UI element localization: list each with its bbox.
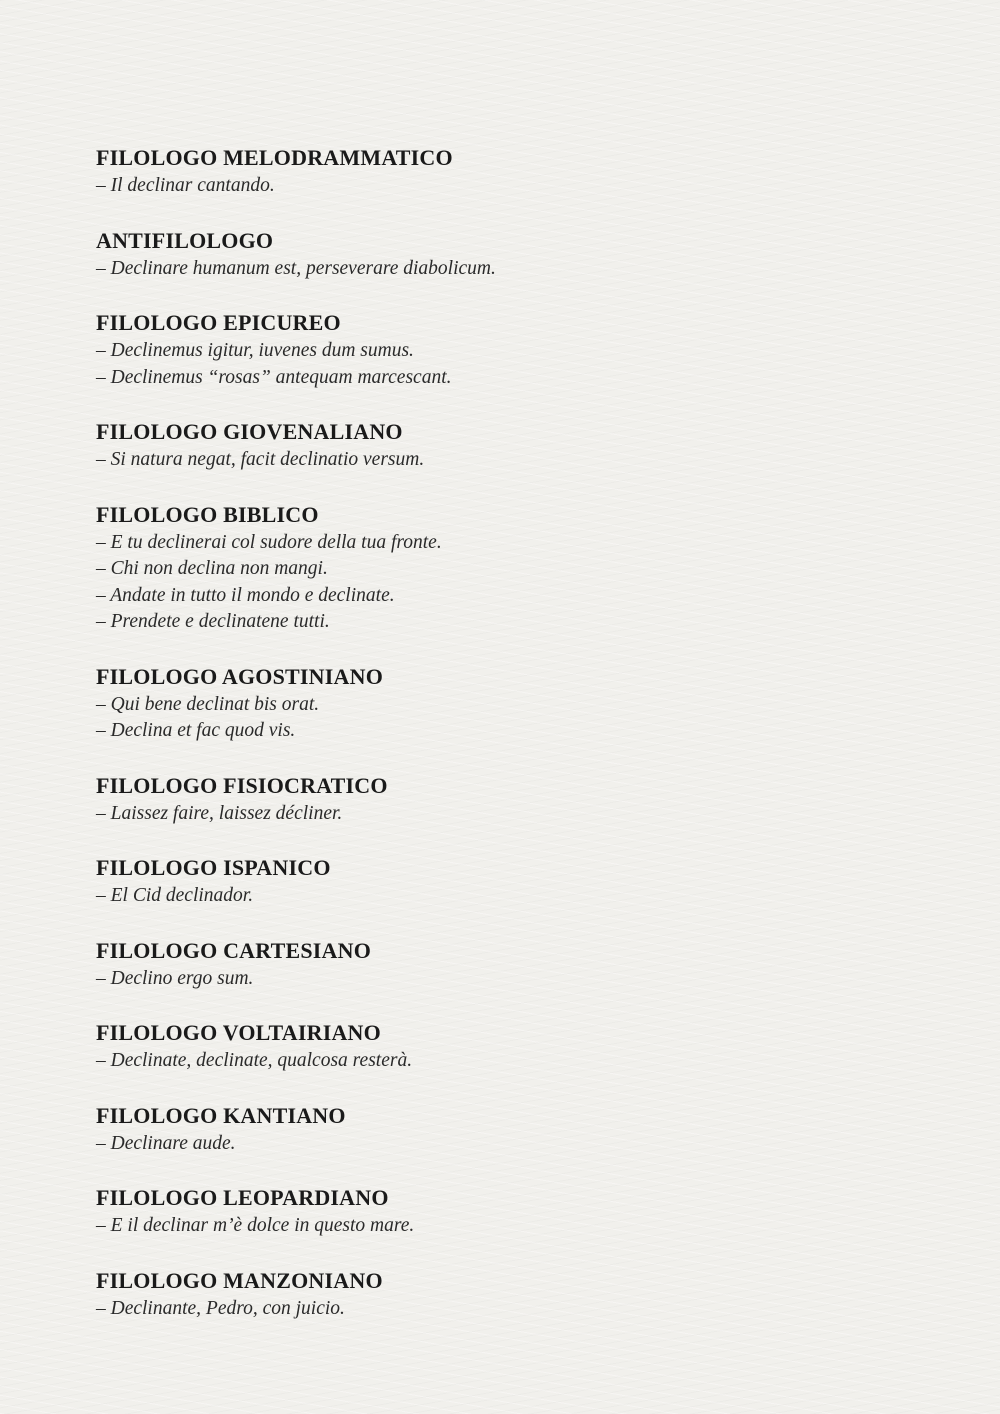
entry-title: FILOLOGO CARTESIANO [96,937,372,963]
quote-line: – Declinante, Pedro, con juicio. [96,1297,345,1319]
entry-title: FILOLOGO MELODRAMMATICO [96,145,453,170]
entry-agostiniano [96,662,1000,745]
entry-title: FILOLOGO GIOVENALIANO [96,419,403,444]
entry-epicureo [96,308,1000,391]
entry-melodrammatico [96,143,1000,200]
quote-line: – Laissez faire, laissez décliner. [96,802,343,824]
entry-title: FILOLOGO KANTIANO [96,1102,346,1128]
entry-biblico [96,500,1000,636]
quote-line: – Declinare humanum est, perseverare diabolicum. [96,257,496,279]
quote-line: – Prendete e declinatene tutti. [96,611,330,632]
quote-line: – Declinemus igitur, iuvenes dum sumus. [96,340,414,361]
quote-line: – Declinate, declinate, qualcosa resterà. [96,1050,413,1071]
quote-line: – Il declinar cantando. [96,175,275,196]
entry-antifilologo [96,226,1000,283]
entry-title: FILOLOGO VOLTAIRIANO [96,1020,381,1045]
entry-fisiocratico [96,771,1000,828]
quote-line: – Andate in tutto il mondo e declinate. [96,584,395,606]
quote-line: – Declinemus “rosas” antequam marcescant. [96,366,452,388]
entry-voltairiano [96,1018,1000,1075]
quote-line: – Declina et fac quod vis. [96,720,296,741]
quote-line: – Chi non declina non mangi. [96,558,328,579]
quote-line: – E tu declinerai col sudore della tua fronte. [96,531,442,553]
entry-title: FILOLOGO LEOPARDIANO [96,1185,389,1210]
quote-line: – Declino ergo sum. [96,967,254,989]
entry-title: FILOLOGO ISPANICO [96,855,331,880]
entry-giovenaliano [96,417,1000,474]
entry-kantiano [96,1101,1000,1158]
entry-manzoniano [96,1266,1000,1323]
quote-line: – El Cid declinador. [96,885,254,906]
entry-ispanico [96,853,1000,910]
entry-title: FILOLOGO EPICUREO [96,310,341,335]
entry-title: FILOLOGO BIBLICO [96,501,319,527]
quote-line: – E il declinar m’è dolce in questo mare. [96,1215,415,1236]
quote-line: – Declinare aude. [96,1132,236,1154]
entry-cartesiano [96,936,1000,993]
entry-title: FILOLOGO MANZONIANO [96,1267,383,1293]
entry-title: FILOLOGO FISIOCRATICO [96,772,388,798]
quote-line: – Si natura negat, facit declinatio versum. [96,449,425,470]
entry-leopardiano [96,1183,1000,1240]
entry-title: FILOLOGO AGOSTINIANO [96,663,384,689]
entry-title: ANTIFILOLOGO [96,227,274,253]
quote-line: – Qui bene declinat bis orat. [96,693,320,715]
